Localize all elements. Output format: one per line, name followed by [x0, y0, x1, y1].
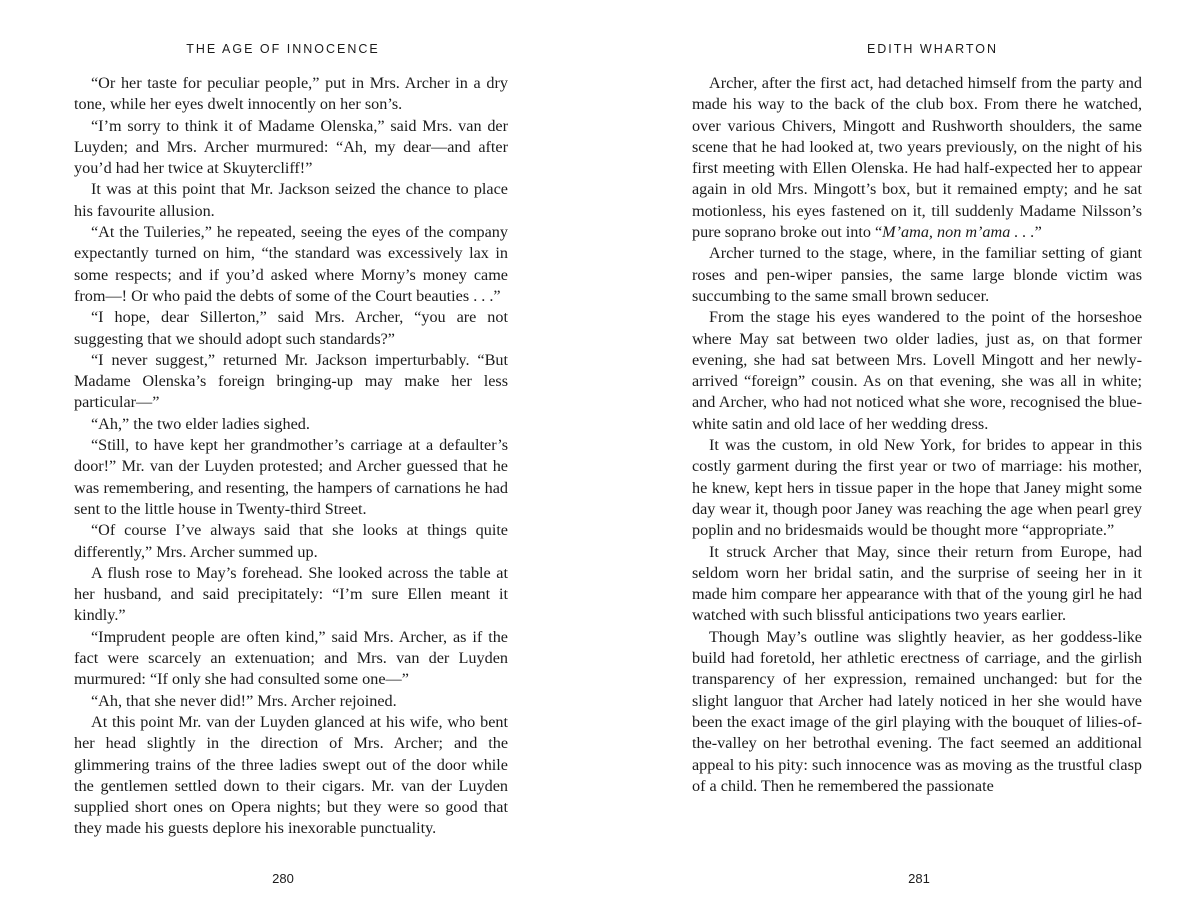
paragraph: At this point Mr. van der Luyden glanced at his wife, who bent her head slightly in the direction of Mrs. Archer; and the glimmering trains of the three ladies swept out of the door while the gentlemen settled down to their cigars. Mr. van der Luyden supplied short ones on Opera nights; but they were so good that they made his guests deplore his inexorable punctuality. [74, 712, 508, 838]
paragraph: It was the custom, in old New York, for brides to appear in this costly garment during the first year or two of marriage: his mother, he knew, kept hers in tissue paper in the hope that Janey might some day wear it, though poor Janey was reaching the age when pearl grey poplin and no bridesmaids would be thought more “appropriate.” [692, 436, 1142, 540]
paragraph: From the stage his eyes wandered to the point of the horseshoe where May sat between two older ladies, just as, on that former evening, she had sat between Mrs. Lovell Mingott and her newly-arrived “foreign” cousin. As on that evening, she was all in white; and Archer, who had not noticed what she wore, recognised the blue-white satin and old lace of her wedding dress. [692, 308, 1142, 433]
paragraph: “I’m sorry to think it of Madame Olenska,” said Mrs. van der Luyden; and Mrs. Archer murmured: “Ah, my dear—and after you’d had her twice at Skuytercliff!” [74, 116, 508, 178]
paragraph: It struck Archer that May, since their return from Europe, had seldom worn her bridal satin, and the surprise of seeing her in it made him compare her appearance with that of the young girl he had watched with such blissful anticipations two years earlier. [692, 542, 1142, 625]
right-page-body-text [692, 73, 1142, 797]
paragraph-text: Archer, after the first act, had detached himself from the party and made his way to the back of the club box. From there he watched, over various Chivers, Mingott and Rushworth shoulders, the same scene that he had looked at, two years previously, on the night of his first meeting with Ellen Olenska. He had half-expected her to appear again in old Mrs. Mingott’s box, but it remained empty; and he sat motionless, his eyes fastened on it, till suddenly Madame Nilsson’s pure soprano broke out into “ [692, 74, 1142, 242]
paragraph: “Ah,” the two elder ladies sighed. [91, 414, 310, 433]
right-page [600, 0, 1200, 914]
left-page-body-text [74, 73, 508, 840]
paragraph: “I never suggest,” returned Mr. Jackson imperturbably. “But Madame Olenska’s foreign bringing-up may make her less particular—” [74, 350, 508, 412]
paragraph: “Still, to have kept her grandmother’s carriage at a defaulter’s door!” Mr. van der Luyden protested; and Archer guessed that he was remembering, and resenting, the hampers of carnations he had sent to the little house in Twenty-third Street. [74, 436, 508, 518]
closing-quote: ” [1034, 223, 1042, 242]
page-number: 280 [272, 871, 294, 886]
paragraph: “Or her taste for peculiar people,” put in Mrs. Archer in a dry tone, while her eyes dwelt innocently on her son’s. [74, 74, 508, 114]
running-head-book-title: THE AGE OF INNOCENCE [186, 42, 380, 56]
running-head-author: EDITH WHARTON [866, 42, 999, 56]
italic-quotation: M’ama, non m’ama . . . [882, 223, 1035, 242]
paragraph: “At the Tuileries,” he repeated, seeing the eyes of the company expectantly turned on him, “the standard was excessively lax in some respects; and if you’d asked where Morny’s money came from—! Or who paid the debts of some of the Court beauties . . .” [74, 223, 508, 305]
paragraph [692, 73, 1142, 243]
paragraph: A flush rose to May’s forehead. She looked across the table at her husband, and said precipitately: “I’m sure Ellen meant it kindly.” [74, 563, 508, 625]
paragraph: “Ah, that she never did!” Mrs. Archer rejoined. [91, 691, 397, 710]
paragraph: “Imprudent people are often kind,” said Mrs. Archer, as if the fact were scarcely an extenuation; and Mrs. van der Luyden murmured: “If only she had consulted some one—” [74, 627, 508, 689]
paragraph: “Of course I’ve always said that she looks at things quite differently,” Mrs. Archer summed up. [74, 521, 508, 561]
paragraph: “I hope, dear Sillerton,” said Mrs. Archer, “you are not suggesting that we should adopt such standards?” [74, 308, 508, 348]
paragraph: Though May’s outline was slightly heavier, as her goddess-like build had foretold, her athletic erectness of carriage, and the girlish transparency of her expression, remained unchanged: but for the slight languor that Archer had lately noticed in her she would have been the exact image of the girl playing with the bouquet of lilies-of-the-valley on her betrothal evening. The fact seemed an additional appeal to his pity: such innocence was as moving as the trustful clasp of a child. Then he remembered the passionate [692, 627, 1142, 795]
page-number: 281 [908, 871, 930, 886]
paragraph: Archer turned to the stage, where, in the familiar setting of giant roses and pen-wiper pansies, the same large blonde victim was succumbing to the same small brown seducer. [692, 244, 1142, 305]
paragraph: It was at this point that Mr. Jackson seized the chance to place his favourite allusion. [74, 180, 508, 220]
